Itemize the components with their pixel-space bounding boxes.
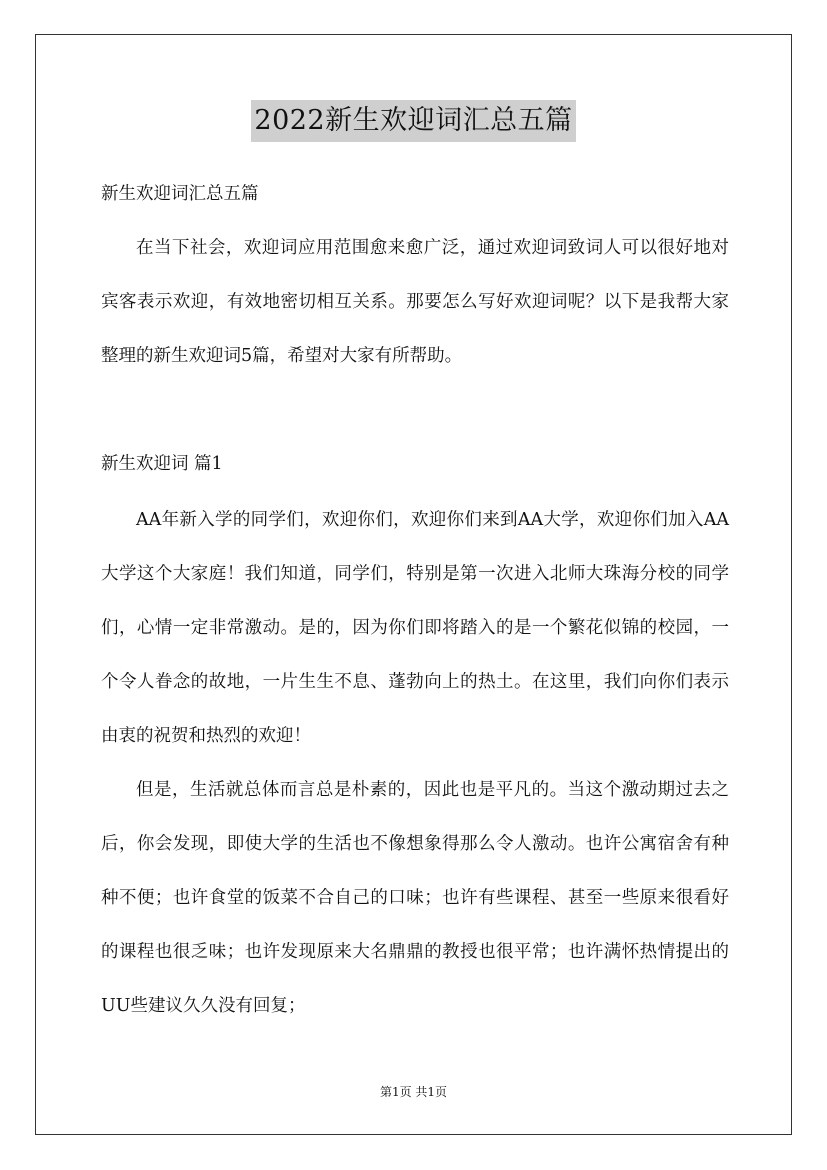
document-subtitle: 新生欢迎词汇总五篇 (101, 184, 259, 204)
intro-paragraph: 在当下社会，欢迎词应用范围愈来愈广泛，通过欢迎词致词人可以很好地对宾客表示欢迎，有效地密切相互关系。那要怎么写好欢迎词呢？以下是我帮大家整理的新生欢迎词5篇，希望对大家有所帮助。 (101, 238, 729, 366)
page-footer: 第1页 共1页 (379, 1085, 448, 1099)
document-title: 2022新生欢迎词汇总五篇 (251, 100, 575, 142)
section-heading: 新生欢迎词 篇1 (101, 454, 223, 474)
title-container (0, 100, 827, 142)
body-paragraph-2: 但是，生活就总体而言总是朴素的，因此也是平凡的。当这个激动期过去之后，你会发现，即使大学的生活也不像想象得那么令人激动。也许公寓宿舍有种种不便；也许食堂的饭菜不合自己的口味；也许有些课程、甚至一些原来很看好的课程也很乏味；也许发现原来大名鼎鼎的教授也很平常；也许满怀热情提出的UU些建议久久没有回复； (101, 780, 729, 1016)
body-paragraph-1: AA年新入学的同学们，欢迎你们，欢迎你们来到AA大学，欢迎你们加入AA大学这个大家庭！我们知道，同学们，特别是第一次进入北师大珠海分校的同学们，心情一定非常激动。是的，因为你们即将踏入的是一个繁花似锦的校园，一个令人眷念的故地，一片生生不息、蓬勃向上的热土。在这里，我们向你们表示由衷的祝贺和热烈的欢迎！ (101, 510, 729, 746)
